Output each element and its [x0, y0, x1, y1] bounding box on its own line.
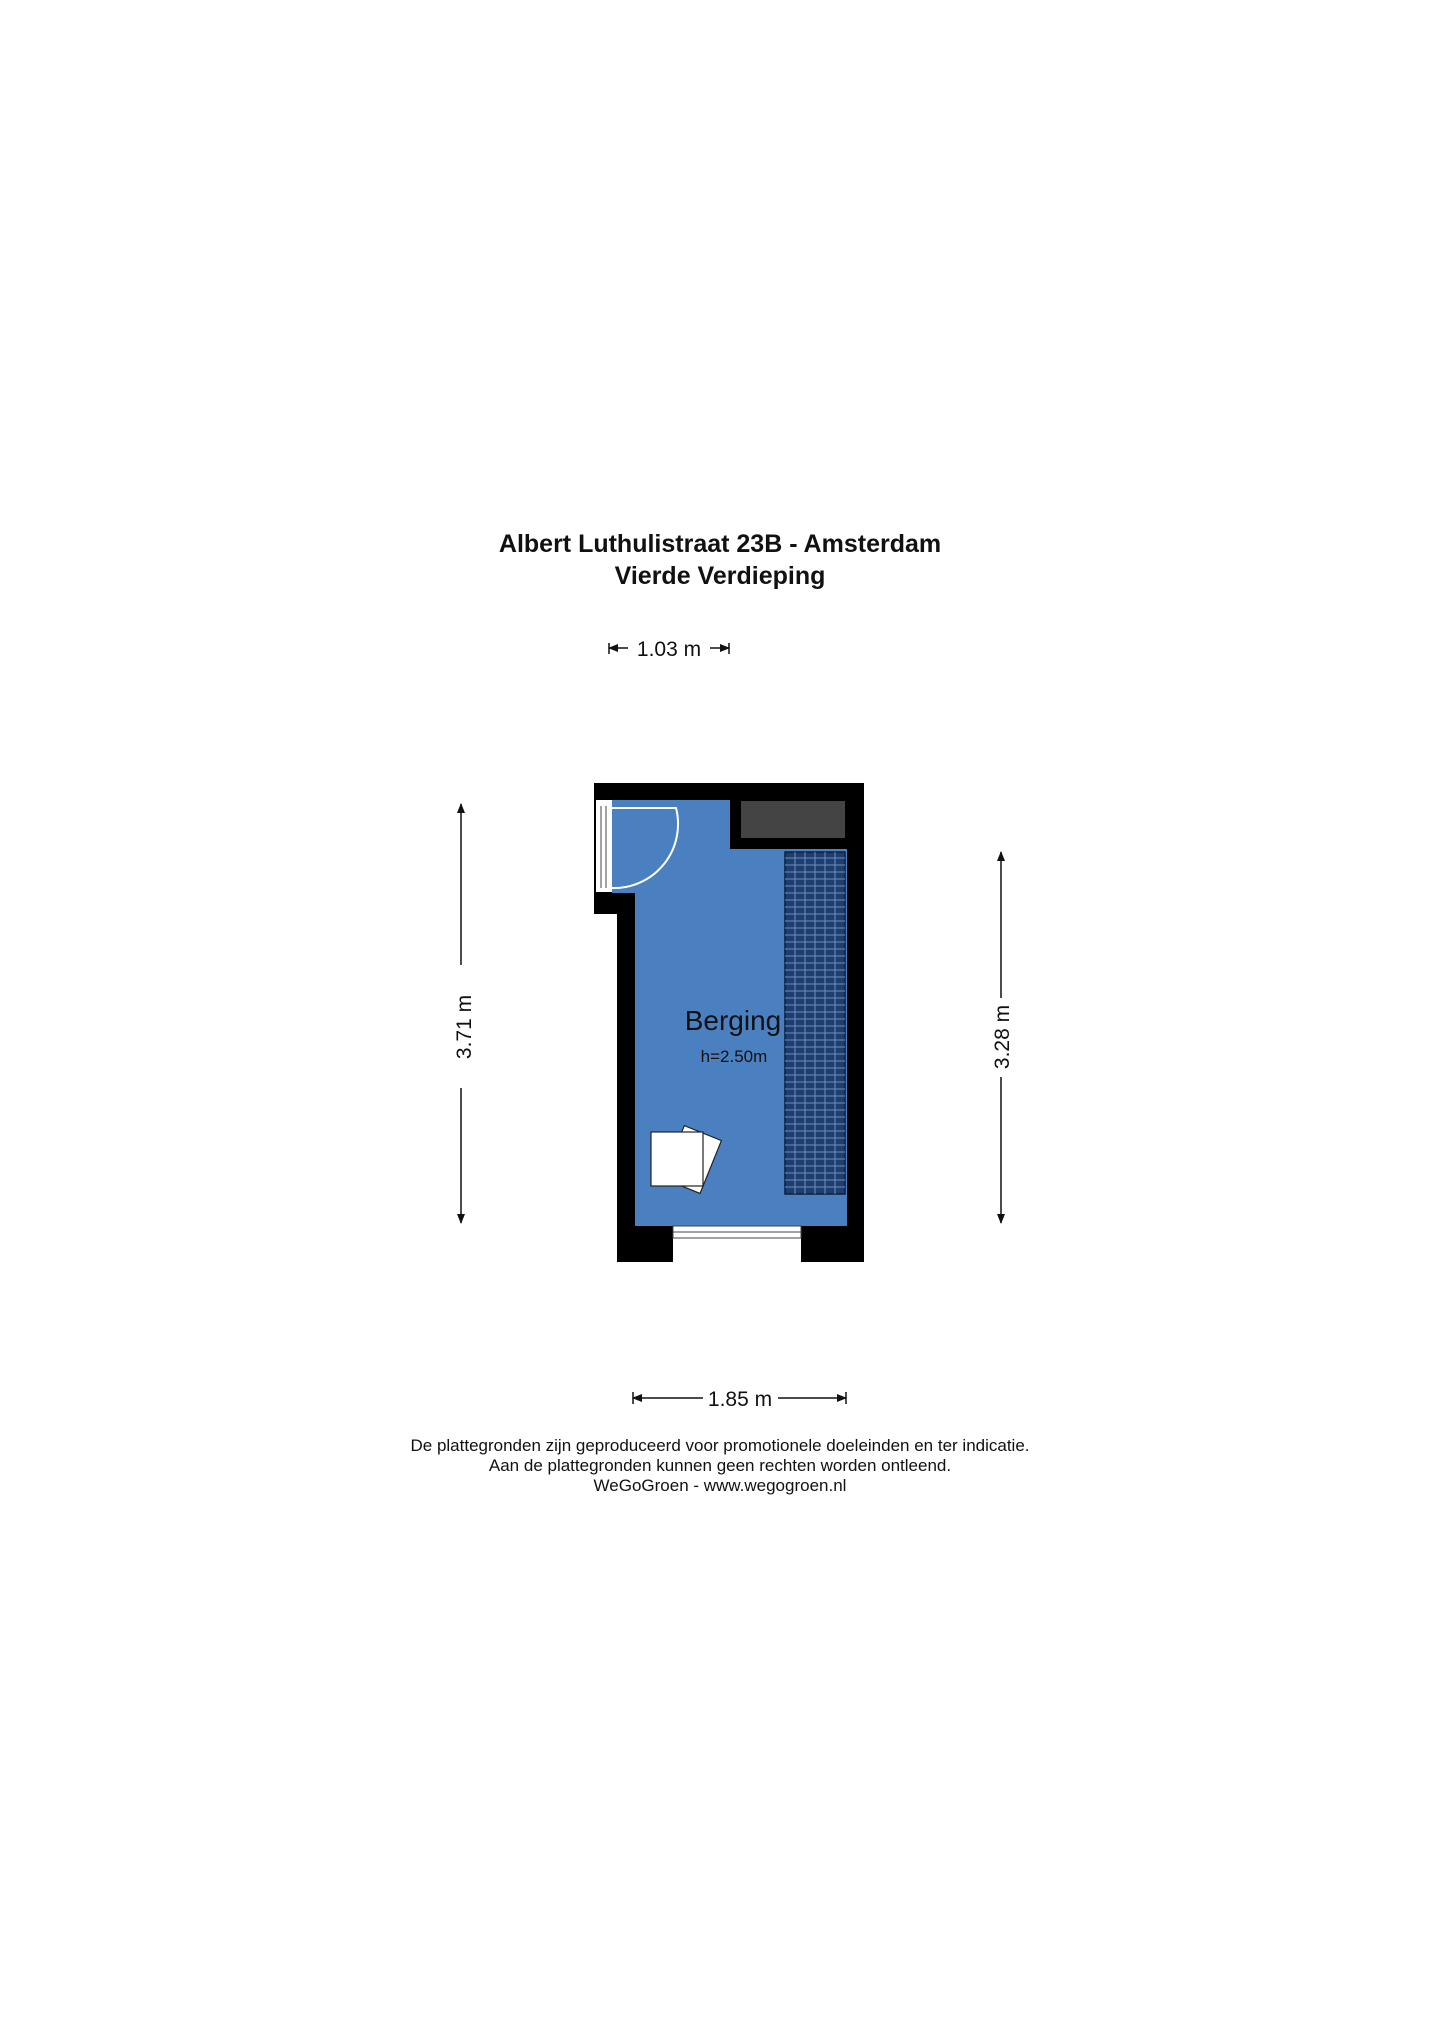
cabinet	[741, 801, 845, 838]
dimension-bottom-label: 1.85 m	[707, 1388, 773, 1411]
shelving-rack	[785, 852, 845, 1194]
dimension-top	[609, 638, 729, 661]
dimension-bottom	[633, 1388, 846, 1411]
dimension-right-label: 3.28 m	[991, 1004, 1014, 1070]
disclaimer	[0, 1436, 1440, 1496]
disclaimer-line-1: De plattegronden zijn geproduceerd voor promotionele doeleinden en ter indicatie.	[410, 1436, 1030, 1455]
dimension-left	[453, 804, 476, 1223]
address-title: Albert Luthulistraat 23B - Amsterdam	[498, 530, 942, 558]
room-height: h=2.50m	[700, 1047, 768, 1066]
dimension-left-label: 3.71 m	[453, 994, 476, 1060]
floor-title: Vierde Verdieping	[614, 562, 826, 590]
dimension-top-label: 1.03 m	[636, 638, 702, 661]
room-name: Berging	[684, 1005, 782, 1036]
disclaimer-line-2: Aan de plattegronden kunnen geen rechten worden ontleend.	[488, 1456, 952, 1475]
dimension-right	[991, 852, 1014, 1223]
disclaimer-line-3: WeGoGroen - www.wegogroen.nl	[593, 1476, 847, 1495]
window-bottom	[673, 1226, 801, 1238]
